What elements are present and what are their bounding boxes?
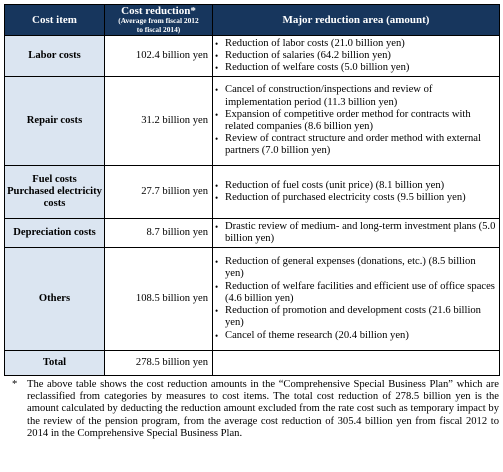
header-cost-reduction-sub1: (Average from fiscal 2012 (118, 16, 199, 26)
list-item: • Reduction of salaries (64.2 billion yen) (215, 49, 391, 61)
list-item: • Reduction of welfare facilities and efficient use of office spaces (4.6 billion yen) (215, 280, 495, 304)
table-row (5, 77, 500, 166)
detail-list (215, 84, 496, 157)
total-label: Total (5, 351, 105, 376)
header-cost-reduction-title: Cost reduction* (121, 5, 196, 18)
cost-item-cell: Depreciation costs (5, 219, 105, 248)
header-major-area: Major reduction area (amount) (213, 5, 500, 36)
header-cost-item: Cost item (5, 5, 105, 36)
footnote-text: The above table shows the cost reduction amounts in the “Comprehensive Special Business Plan” which are reclassified from categories by measures to cost items. The total cost reduction of 278.5 billion yen is the amount calculated by deducting the reduction amount excluded from the rate cost such as temporary impact by the review of the pension program, from the average cost reduction of 305.4 billion yen from fiscal 2012 to 2014 in the Comprehensive Special Business Plan. (27, 379, 499, 439)
cost-reduction-table (4, 4, 500, 376)
list-item: • Expansion of competitive order method for contracts with related companies (8.6 billion yen) (215, 108, 471, 132)
table-header-row (5, 5, 500, 36)
total-blank-cell (213, 351, 500, 376)
cost-item-cell: Others (5, 248, 105, 351)
list-item: • Reduction of fuel costs (unit price) (8.1 billion yen) (215, 179, 445, 191)
detail-list (215, 256, 496, 341)
amount-cell: 8.7 billion yen (105, 219, 213, 248)
detail-list (215, 180, 496, 204)
list-item: • Reduction of welfare costs (5.0 billion yen) (215, 62, 410, 74)
list-item: • Reduction of purchased electricity costs (9.5 billion yen) (215, 192, 466, 203)
total-row (5, 351, 500, 376)
detail-cell (213, 166, 500, 219)
cost-item-cell: Repair costs (5, 77, 105, 166)
detail-list (215, 221, 496, 245)
header-cost-reduction-sub2: to fiscal 2014) (136, 25, 181, 34)
table-row (5, 166, 500, 219)
cost-item-cell: Fuel costs Purchased electricity costs (5, 166, 105, 219)
total-amount: 278.5 billion yen (105, 351, 213, 376)
amount-cell: 31.2 billion yen (105, 77, 213, 166)
list-item: • Reduction of labor costs (21.0 billion yen) (215, 37, 405, 49)
list-item: • Cancel of construction/inspections and review of implementation period (11.3 billion yen) (215, 84, 433, 108)
list-item: • Reduction of general expenses (donations, etc.) (8.5 billion yen) (215, 256, 476, 280)
table-row (5, 219, 500, 248)
detail-cell (213, 36, 500, 77)
amount-cell: 102.4 billion yen (105, 36, 213, 77)
table-row (5, 248, 500, 351)
table-row (5, 36, 500, 77)
detail-cell (213, 219, 500, 248)
detail-list (215, 38, 496, 75)
amount-cell: 108.5 billion yen (105, 248, 213, 351)
footnote-mark: * (12, 379, 18, 390)
list-item: • Drastic review of medium- and long-term investment plans (5.0 billion yen) (215, 220, 496, 244)
cost-item-cell: Labor costs (5, 36, 105, 77)
list-item: • Review of contract structure and order method with external partners (7.0 billion yen) (215, 133, 481, 157)
amount-cell: 27.7 billion yen (105, 166, 213, 219)
footnote (4, 379, 499, 440)
detail-cell (213, 77, 500, 166)
header-cost-reduction (105, 5, 213, 36)
detail-cell (213, 248, 500, 351)
list-item: • Reduction of promotion and development costs (21.6 billion yen) (215, 305, 481, 329)
list-item: • Cancel of theme research (20.4 billion yen) (215, 329, 409, 341)
